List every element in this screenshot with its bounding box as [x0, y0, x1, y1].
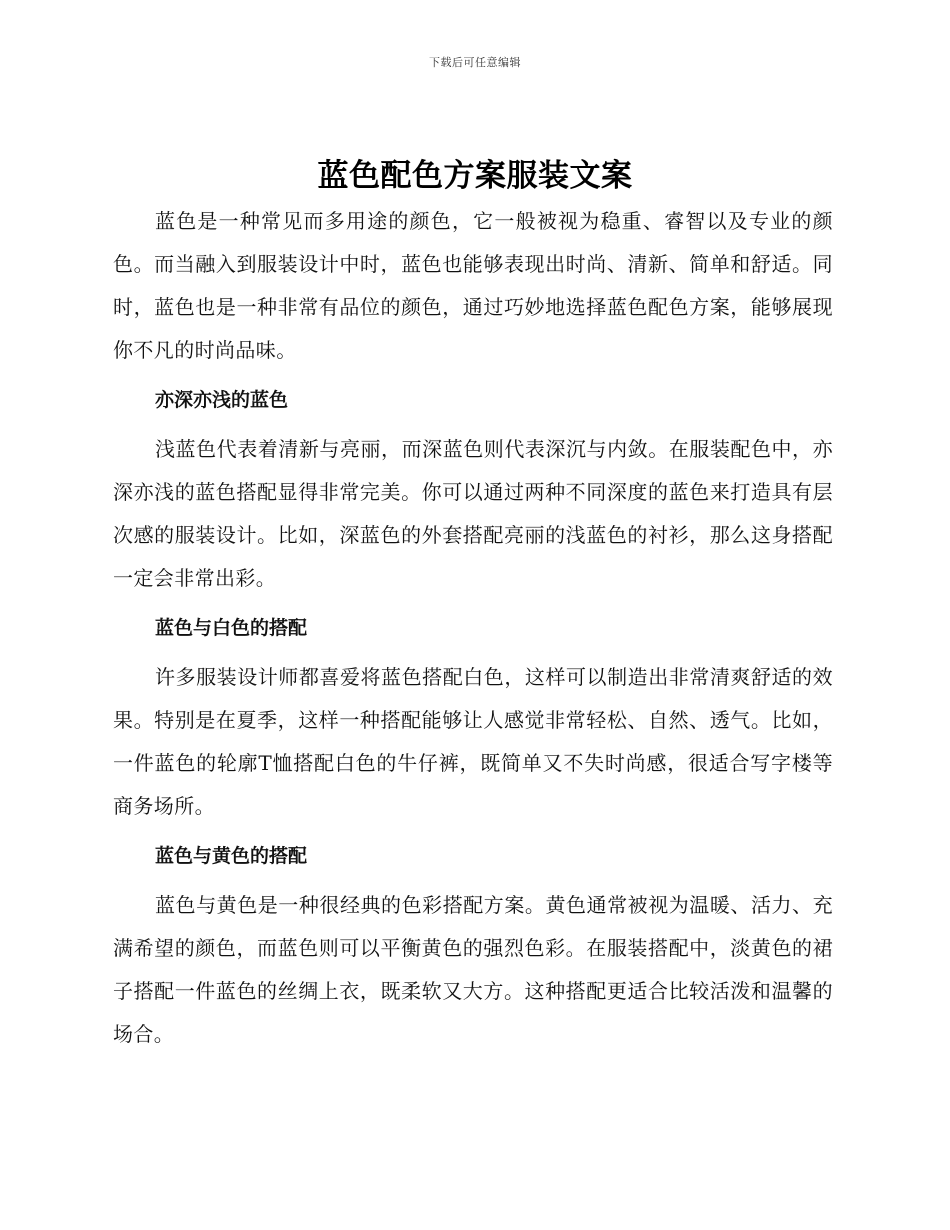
section-paragraph-blue-yellow: 蓝色与黄色是一种很经典的色彩搭配方案。黄色通常被视为温暖、活力、充满希望的颜色，而蓝色则可以平衡黄色的强烈色彩。在服装搭配中，淡黄色的裙子搭配一件蓝色的丝绸上衣，既柔软又大方。这种搭配更适合比较活泼和温馨的场合。	[113, 893, 833, 1046]
section-heading-blue-yellow: 蓝色与黄色的搭配	[155, 845, 308, 867]
document-title: 蓝色配色方案服装文案	[317, 158, 633, 194]
section-paragraph-blue-white: 许多服装设计师都喜爱将蓝色搭配白色，这样可以制造出非常清爽舒适的效果。特别是在夏季，这样一种搭配能够让人感觉非常轻松、自然、透气。比如，一件蓝色的轮廓T恤搭配白色的牛仔裤，既简单又不失时尚感，很适合写字楼等商务场所。	[113, 665, 833, 818]
section-paragraph-deep-light-blue: 浅蓝色代表着清新与亮丽，而深蓝色则代表深沉与内敛。在服装配色中，亦深亦浅的蓝色搭配显得非常完美。你可以通过两种不同深度的蓝色来打造具有层次感的服装设计。比如，深蓝色的外套搭配亮丽的浅蓝色的衬衫，那么这身搭配一定会非常出彩。	[113, 437, 833, 590]
intro-paragraph: 蓝色是一种常见而多用途的颜色，它一般被视为稳重、睿智以及专业的颜色。而当融入到服装设计中时，蓝色也能够表现出时尚、清新、简单和舒适。同时，蓝色也是一种非常有品位的颜色，通过巧妙地选择蓝色配色方案，能够展现你不凡的时尚品味。	[113, 209, 833, 362]
section-heading-blue-white: 蓝色与白色的搭配	[155, 617, 308, 639]
page-header: 下载后可任意编辑	[429, 56, 521, 69]
section-heading-deep-light-blue: 亦深亦浅的蓝色	[155, 389, 289, 411]
document-body	[113, 200, 833, 1056]
